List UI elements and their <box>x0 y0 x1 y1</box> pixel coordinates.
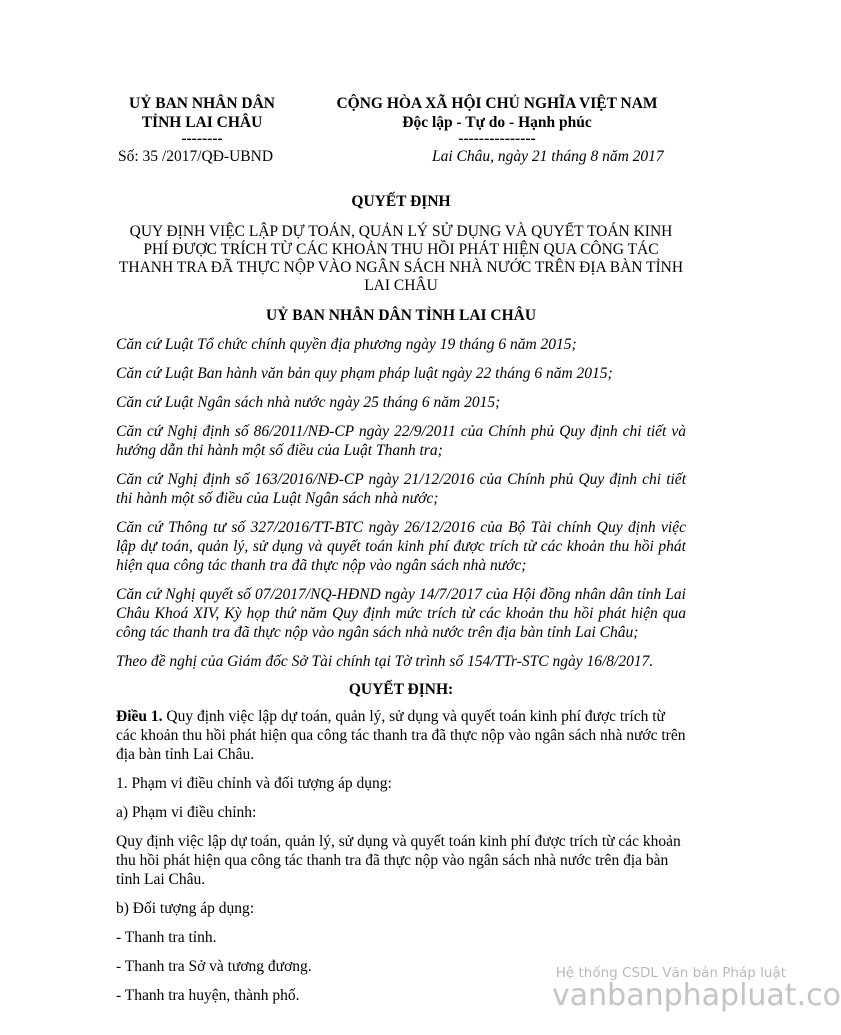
document-body <box>116 193 686 1015</box>
authority-line-2: TỈNH LAI CHÂU <box>141 114 263 131</box>
legal-basis-7: Căn cứ Nghị quyết số 07/2017/NQ-HĐND ngày 14/7/2017 của Hội đồng nhân dân tỉnh Lai Châu Khoá XIV, Kỳ họp thứ năm Quy định mức trích từ các khoản thu hồi phát hiện qua công tác thanh tra đã thực nộp vào ngân sách nhà nước trên địa bàn tỉnh Lai Châu; <box>116 586 686 641</box>
paragraph: - Thanh tra huyện, thành phố. <box>116 987 300 1004</box>
paragraph: b) Đối tượng áp dụng: <box>116 900 255 917</box>
legal-basis-6: Căn cứ Thông tư số 327/2016/TT-BTC ngày 26/12/2016 của Bộ Tài chính Quy định việc lập dự toán, quản lý, sử dụng và quyết toán kinh phí được trích từ các khoản thu hồi phát hiện qua công tác thanh tra đã thực nộp vào ngân sách nhà nước; <box>116 519 686 574</box>
paragraph: Quy định việc lập dự toán, quản lý, sử dụng và quyết toán kinh phí được trích từ các khoản thu hồi phát hiện qua công tác thanh tra đã thực nộp vào ngân sách nhà nước trên địa bàn tỉnh Lai Châu. <box>116 833 681 888</box>
article-1-text: Quy định việc lập dự toán, quản lý, sử dụng và quyết toán kinh phí được trích từ các khoản thu hồi phát hiện qua công tác thanh tra đã thực nộp vào ngân sách nhà nước trên địa bàn tỉnh Lai Châu. <box>116 708 686 763</box>
paragraph: 1. Phạm vi điều chỉnh và đối tượng áp dụng: <box>116 775 392 792</box>
article-1-label: Điều 1. <box>116 708 163 725</box>
paragraph: a) Phạm vi điều chỉnh: <box>116 804 257 821</box>
paragraph: - Thanh tra Sở và tương đương. <box>116 958 312 975</box>
watermark-caption: Hệ thống CSDL Văn bản Pháp luật <box>555 965 786 981</box>
issuer-title: UỶ BAN NHÂN DÂN TỈNH LAI CHÂU <box>265 307 537 324</box>
decision-title: QUYẾT ĐỊNH <box>351 193 451 210</box>
document-number: Số: 35 /2017/QĐ-UBND <box>118 148 274 165</box>
watermark-site: vanbanphapluat.co <box>552 978 841 1013</box>
legal-basis-4: Căn cứ Nghị định số 86/2011/NĐ-CP ngày 22/9/2011 của Chính phủ Quy định chi tiết và hướng dẫn thi hành một số điều của Luật Thanh tra; <box>116 423 686 459</box>
place-date: Lai Châu, ngày 21 tháng 8 năm 2017 <box>432 148 664 165</box>
issuing-authority-block <box>112 94 292 146</box>
motto-divider: --------------- <box>458 130 536 147</box>
decides-heading: QUYẾT ĐỊNH: <box>348 681 454 698</box>
article-1 <box>116 707 686 764</box>
legal-basis-2: Căn cứ Luật Ban hành văn bản quy phạm pháp luật ngày 22 tháng 6 năm 2015; <box>116 365 613 382</box>
paragraph: - Thanh tra tỉnh. <box>116 929 217 946</box>
national-motto: Độc lập - Tự do - Hạnh phúc <box>402 114 592 131</box>
authority-divider: -------- <box>181 130 223 147</box>
authority-line-1: UỶ BAN NHÂN DÂN <box>129 95 275 112</box>
national-motto-block <box>312 94 682 146</box>
national-title: CỘNG HÒA XÃ HỘI CHỦ NGHĨA VIỆT NAM <box>336 95 658 112</box>
legal-basis-1: Căn cứ Luật Tổ chức chính quyền địa phương ngày 19 tháng 6 năm 2015; <box>116 336 577 353</box>
legal-basis-8: Theo đề nghị của Giám đốc Sở Tài chính tại Tờ trình số 154/TTr-STC ngày 16/8/2017. <box>116 653 654 670</box>
legal-basis-5: Căn cứ Nghị định số 163/2016/NĐ-CP ngày 21/12/2016 của Chính phủ Quy định chi tiết thi hành một số điều của Luật Ngân sách nhà nước; <box>116 471 686 507</box>
decision-subject: QUY ĐỊNH VIỆC LẬP DỰ TOÁN, QUẢN LÝ SỬ DỤNG VÀ QUYẾT TOÁN KINH PHÍ ĐƯỢC TRÍCH TỪ CÁC KHOẢN THU HỒI PHÁT HIỆN QUA CÔNG TÁC THANH TRA ĐÃ THỰC NỘP VÀO NGÂN SÁCH NHÀ NƯỚC TRÊN ĐỊA BÀN TỈNH LAI CHÂU <box>118 223 684 294</box>
legal-basis-3: Căn cứ Luật Ngân sách nhà nước ngày 25 tháng 6 năm 2015; <box>116 394 501 411</box>
